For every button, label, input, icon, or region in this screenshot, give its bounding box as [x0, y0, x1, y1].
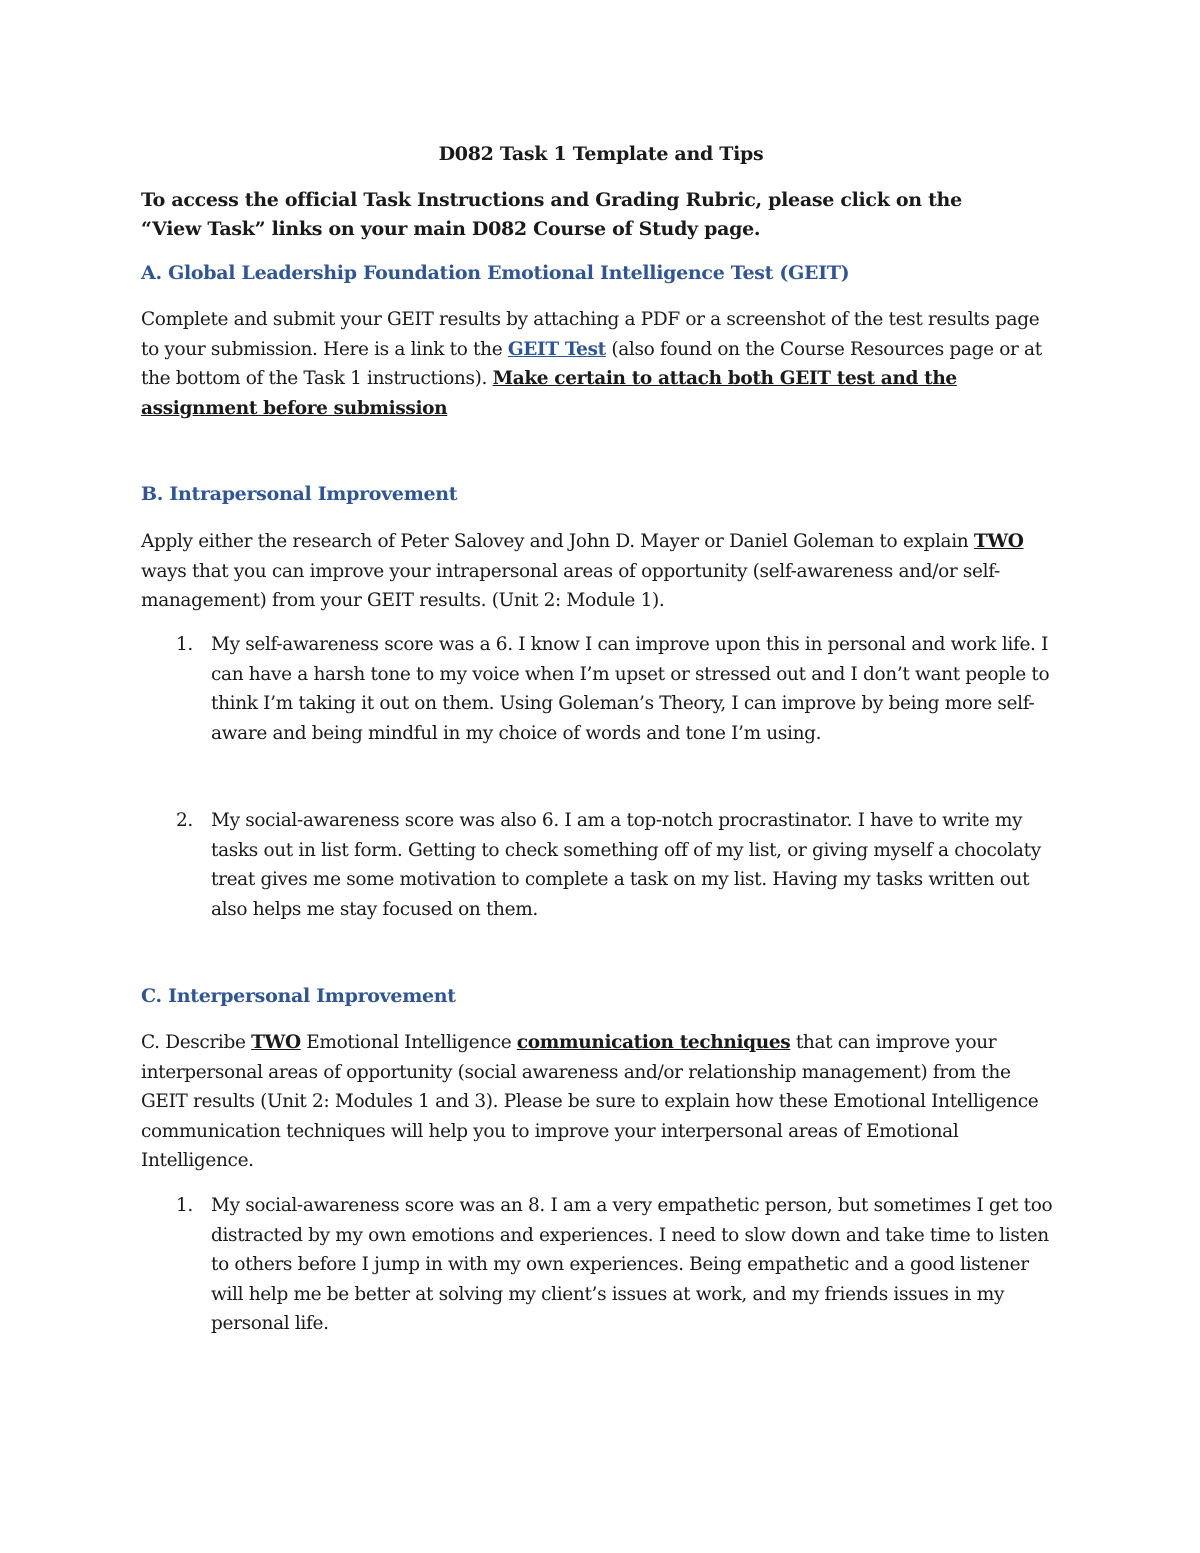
section-a-text-1: Complete and submit your GEIT results by attaching a PDF or a screenshot of the test results page to your submission. Here is a link to the	[141, 309, 1040, 360]
section-b-list-item-2	[176, 806, 1056, 924]
section-b-text-2: ways that you can improve your intrapersonal areas of opportunity (self-awareness and/or self-management) from your GEIT results. (Unit 2: Module 1).	[141, 560, 1000, 611]
list-item-text: My social-awareness score was an 8. I am a very empathetic person, but sometimes I get too distracted by my own emotions and experiences. I need to slow down and take time to listen to others before I jump in with my own experiences. Being empathetic and a good listener will help me be better at solving my client’s issues at work, and my friends issues in my personal life.	[211, 1195, 1053, 1334]
section-a-heading: A. Global Leadership Foundation Emotional Intelligence Test (GEIT)	[141, 262, 850, 284]
section-c-paragraph	[141, 1028, 1046, 1176]
section-b-paragraph	[141, 527, 1046, 616]
section-c-text-3: that can improve your interpersonal areas of opportunity (social awareness and/or relationship management) from the GEIT results (Unit 2: Modules 1 and 3). Please be sure to explain how these Emotional Intelligence communication techniques will help you to improve your interpersonal areas of Emotional Intelligence.	[141, 1032, 1039, 1171]
list-item-text: My social-awareness score was also 6. I am a top-notch procrastinator. I have to write my tasks out in list form. Getting to check something off of my list, or giving myself a chocolaty treat gives me some motivation to complete a task on my list. Having my tasks written out also helps me stay focused on them.	[211, 810, 1041, 920]
submission-reminder: Make certain to attach both GEIT test and the assignment before submission	[141, 368, 957, 419]
list-number: 1.	[176, 634, 193, 655]
section-b-heading: B. Intrapersonal Improvement	[141, 483, 458, 505]
section-c-list-item-1	[176, 1191, 1056, 1339]
section-c-emphasis-two: TWO	[251, 1032, 301, 1053]
section-b-list-item-1	[176, 630, 1056, 748]
access-instructions: To access the official Task Instructions and Grading Rubric, please click on the “View Task” links on your main D082 Course of Study page.	[141, 189, 962, 240]
list-number: 1.	[176, 1195, 193, 1216]
section-a-paragraph	[141, 305, 1046, 423]
section-c-emphasis-techniques: communication techniques	[516, 1032, 791, 1053]
list-item-text: My self-awareness score was a 6. I know I can improve upon this in personal and work life. I can have a harsh tone to my voice when I’m upset or stressed out and I don’t want people to think I’m taking it out on them. Using Goleman’s Theory, I can improve by being more self-aware and being mindful in my choice of words and tone I’m using.	[211, 634, 1050, 744]
section-b-text-1: Apply either the research of Peter Salovey and John D. Mayer or Daniel Goleman to explain	[141, 531, 974, 552]
section-a-text-2: (also found on the Course Resources page or at the bottom of the Task 1 instructions).	[141, 338, 1042, 389]
list-number: 2.	[176, 810, 193, 831]
geit-test-link[interactable]: GEIT Test	[507, 338, 606, 360]
section-c-heading: C. Interpersonal Improvement	[141, 985, 456, 1007]
section-c-text-1: C. Describe	[141, 1032, 252, 1053]
section-c-text-2: Emotional Intelligence	[300, 1032, 517, 1053]
section-b-emphasis: TWO	[973, 531, 1024, 552]
document-title: D082 Task 1 Template and Tips	[438, 143, 764, 165]
